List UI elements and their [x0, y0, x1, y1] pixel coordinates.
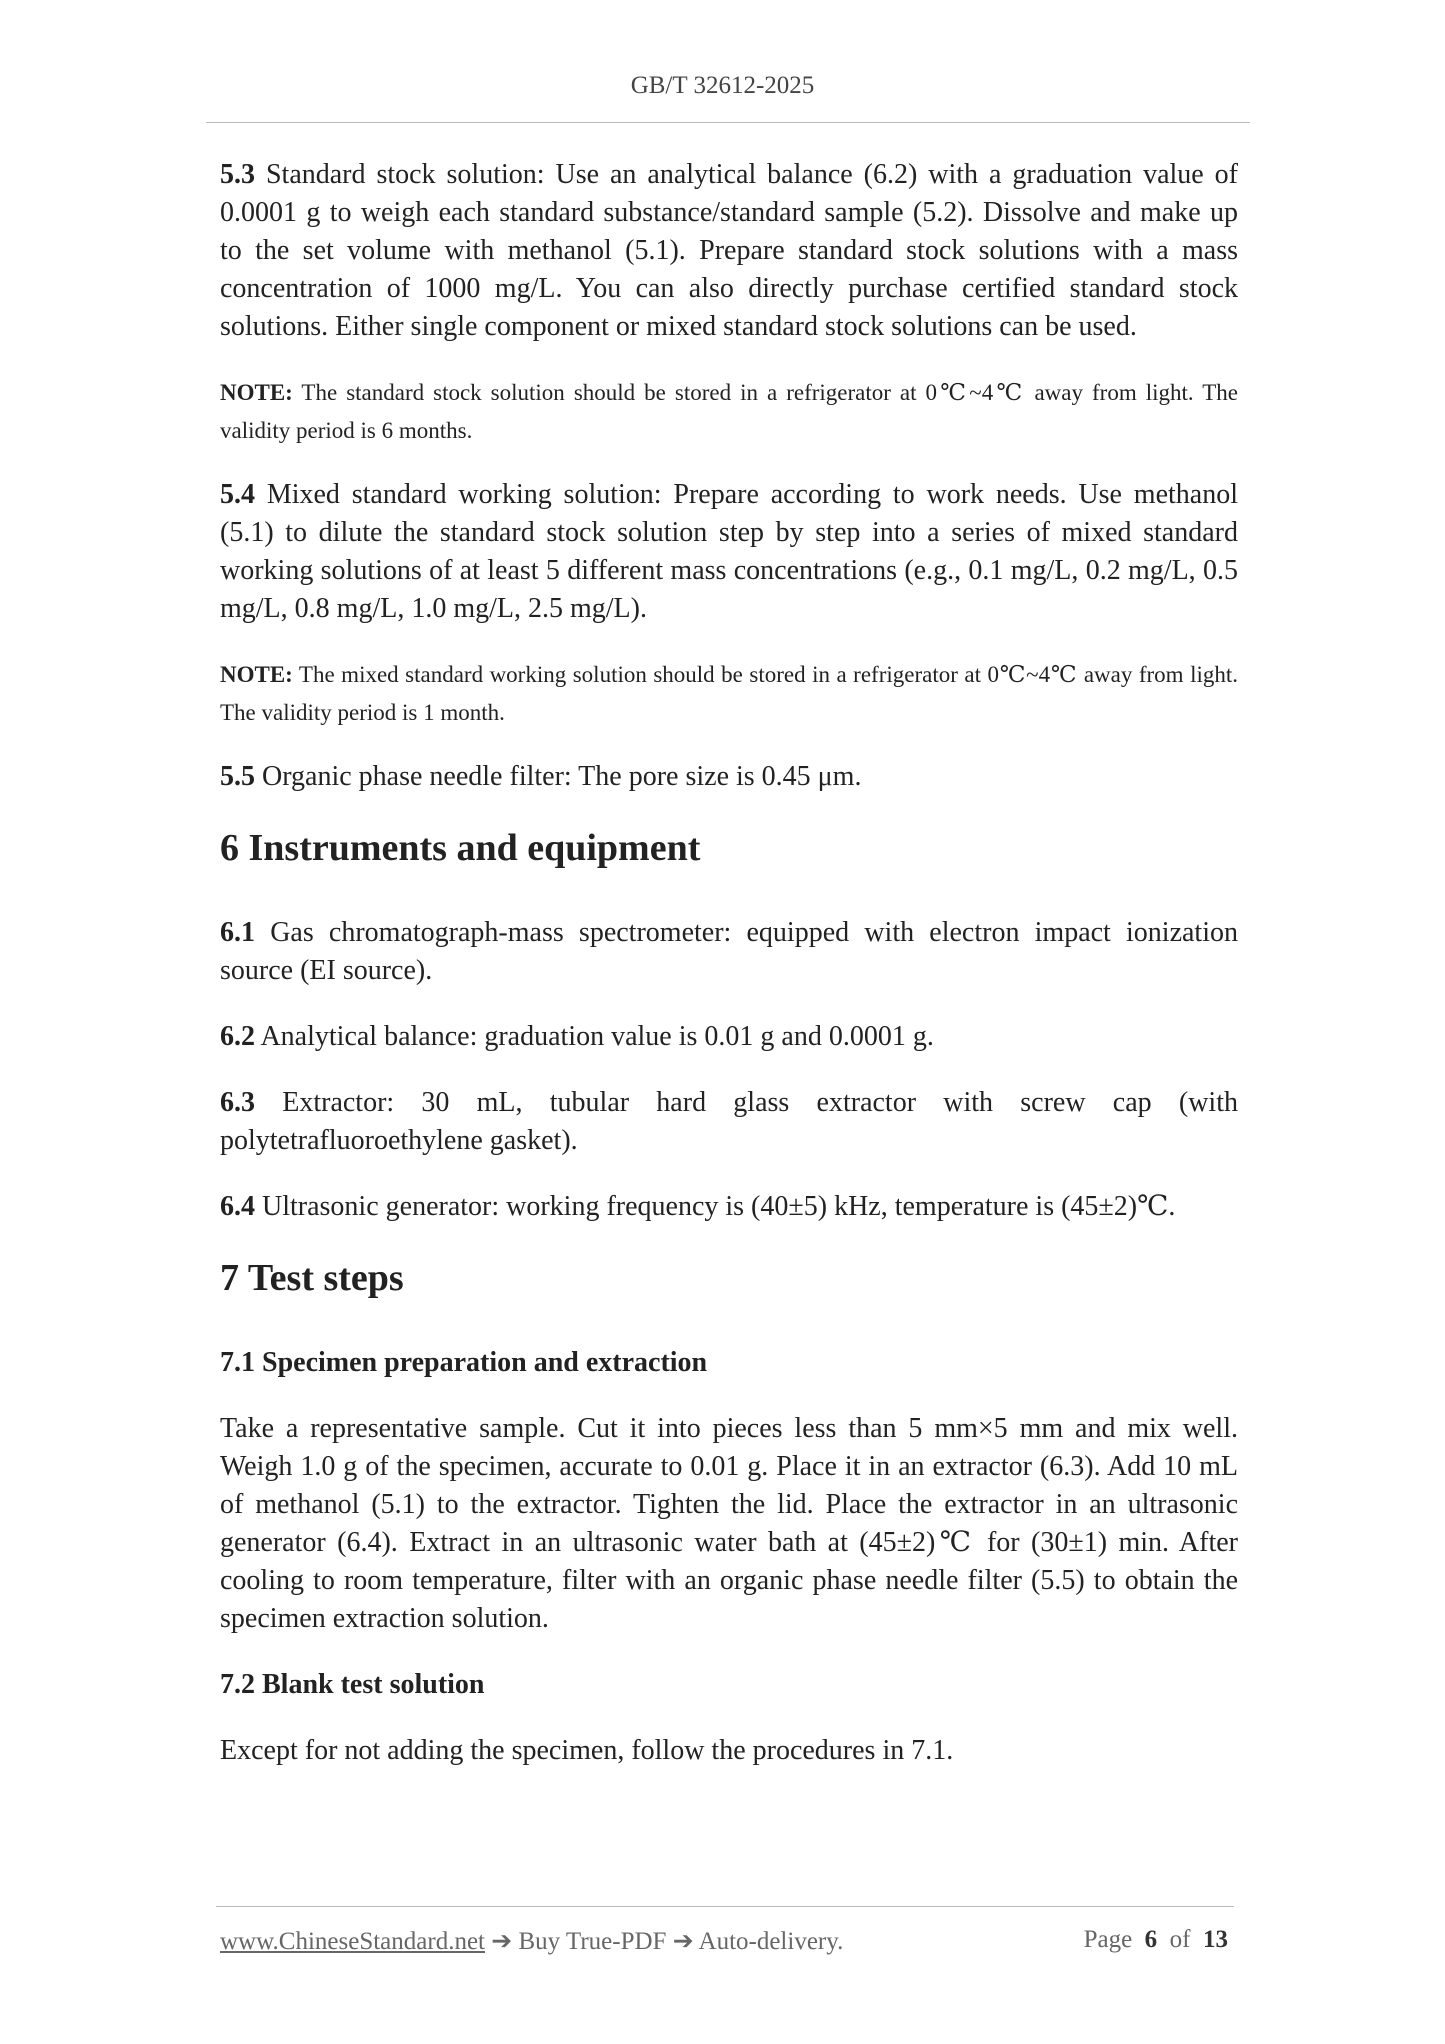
page-total: 13 [1203, 1926, 1228, 1953]
subsection-7-1-text: Take a representative sample. Cut it into pieces less than 5 mm×5 mm and mix well. Weigh 1.0 g of the specimen, accurate to 0.01 g. Place it in an extractor (6.3). Add 10 mL of methanol (5.1) to the extractor. Tighten the lid. Place the extractor in an ultrasonic generator (6.4). Extract in an ultrasonic water bath at (45±2)℃ for (30±1) min. After cooling to room temperature, filter with an organic phase needle filter (5.5) to obtain the specimen extraction solution. [220, 1413, 1238, 1634]
clause-6-2 [220, 1018, 1238, 1056]
clause-6-3 [220, 1084, 1238, 1160]
page-current: 6 [1144, 1926, 1158, 1953]
clause-text: Gas chromatograph-mass spectrometer: equipped with electron impact ionization source (EI source). [220, 917, 1238, 986]
clause-number: 6.1 [220, 917, 255, 948]
arrow-right-icon: ➔ [491, 1928, 513, 1955]
delivery-text: Auto-delivery. [693, 1928, 844, 1955]
section-7-heading: 7 Test steps [220, 1257, 404, 1299]
of-label: of [1169, 1926, 1191, 1953]
note-text: The mixed standard working solution should be stored in a refrigerator at 0℃~4℃ away from light. The validity period is 1 month. [220, 662, 1238, 725]
section-6-heading: 6 Instruments and equipment [220, 827, 701, 869]
clause-number: 5.5 [220, 761, 255, 792]
page-label: Page [1083, 1926, 1133, 1953]
clause-number: 5.4 [220, 479, 255, 510]
document-header: GB/T 32612-2025 [630, 72, 815, 99]
note-text: The standard stock solution should be stored in a refrigerator at 0℃~4℃ away from light. The validity period is 6 months. [220, 380, 1238, 443]
arrow-right-icon: ➔ [672, 1928, 694, 1955]
page-number [1084, 1926, 1228, 1954]
clause-number: 6.3 [220, 1087, 255, 1118]
header-divider [206, 122, 1250, 123]
clause-5-3 [220, 156, 1238, 346]
subsection-7-2-heading: 7.2 Blank test solution [220, 1669, 485, 1700]
note-2 [220, 656, 1238, 732]
footer-divider [216, 1906, 1234, 1907]
website-link[interactable]: www.ChineseStandard.net [220, 1928, 485, 1955]
clause-text: Organic phase needle filter: The pore size is 0.45 μm. [255, 761, 862, 792]
clause-6-4 [220, 1188, 1238, 1226]
clause-5-4 [220, 476, 1238, 628]
clause-number: 6.2 [220, 1021, 255, 1052]
clause-text: Ultrasonic generator: working frequency is (40±5) kHz, temperature is (45±2)℃. [255, 1191, 1176, 1222]
footer-promo [220, 1926, 843, 1956]
buy-text: Buy True-PDF [512, 1928, 673, 1955]
clause-text: Analytical balance: graduation value is 0.01 g and 0.0001 g. [255, 1021, 934, 1052]
note-1 [220, 374, 1238, 450]
subsection-7-1-heading: 7.1 Specimen preparation and extraction [220, 1347, 708, 1378]
clause-5-5 [220, 758, 1238, 796]
clause-6-1 [220, 914, 1238, 990]
clause-text: Standard stock solution: Use an analytical balance (6.2) with a graduation value of 0.0001 g to weigh each standard substance/standard sample (5.2). Dissolve and make up to the set volume with methanol (5.1). Prepare standard stock solutions with a mass concentration of 1000 mg/L. You can also directly purchase certified standard stock solutions. Either single component or mixed standard stock solutions can be used. [220, 159, 1238, 342]
page-content [220, 156, 1238, 1798]
clause-text: Mixed standard working solution: Prepare according to work needs. Use methanol (5.1) to dilute the standard stock solution step by step into a series of mixed standard working solutions of at least 5 different mass concentrations (e.g., 0.1 mg/L, 0.2 mg/L, 0.5 mg/L, 0.8 mg/L, 1.0 mg/L, 2.5 mg/L). [220, 479, 1238, 624]
clause-number: 6.4 [220, 1191, 255, 1222]
clause-text: Extractor: 30 mL, tubular hard glass extractor with screw cap (with polytetrafluoroethylene gasket). [220, 1087, 1238, 1156]
subsection-7-2-text: Except for not adding the specimen, follow the procedures in 7.1. [220, 1735, 954, 1766]
note-label: NOTE: [220, 662, 293, 687]
clause-number: 5.3 [220, 159, 255, 190]
note-label: NOTE: [220, 380, 293, 405]
